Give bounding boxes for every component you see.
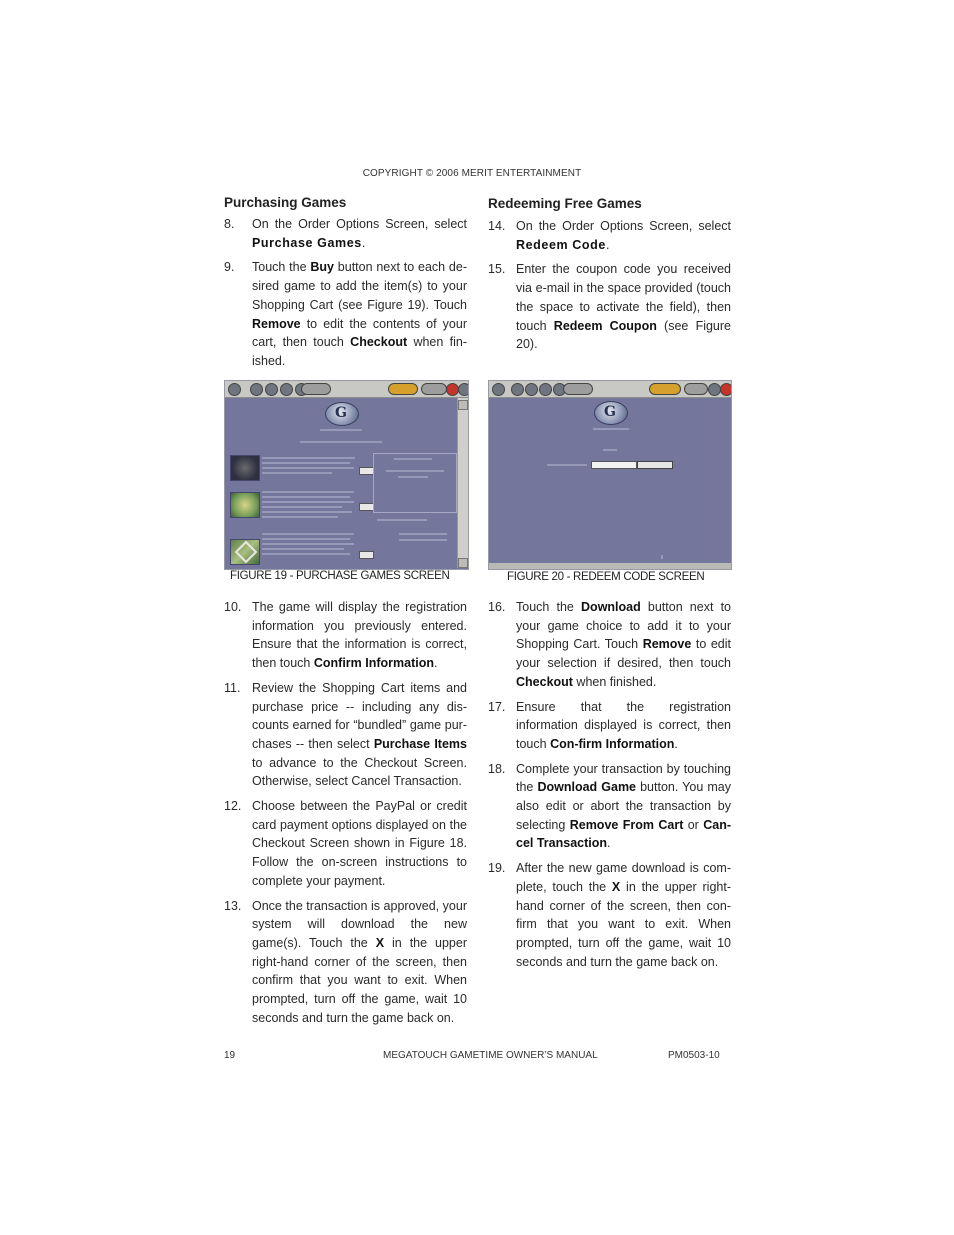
step-text: Enter the coupon code you received via e-mail in the space provided (touch the space to activate the field), then touch [516, 262, 731, 333]
close-icon [720, 383, 732, 396]
step-number: 11. [224, 680, 241, 695]
placeholder-line [593, 428, 629, 430]
step-bold: Checkout [516, 674, 573, 689]
step-bold: Redeem Coupon [553, 318, 657, 333]
game-thumbnail [230, 492, 260, 518]
step-text: After the new game download is com-plete, touch the [516, 861, 731, 894]
scroll-down-button [458, 558, 468, 568]
step-bold: Purchase Items [373, 736, 467, 751]
step-number: 19. [488, 861, 506, 876]
step-text: in the upper right-hand corner of the screen, then con-firm that you want to exit. When prompted, turn off the game, wait 10 seconds and turn the game back on. [516, 879, 731, 969]
figure-19-caption: FIGURE 19 - PURCHASE GAMES SCREEN [230, 570, 450, 582]
step-text: button. You may also edit or abort the transaction by selecting [516, 780, 731, 832]
buy-button [359, 503, 374, 511]
step-number: 14. [488, 219, 506, 233]
placeholder-line [547, 464, 587, 466]
step-18 [488, 760, 731, 854]
toolbar-icon [228, 383, 241, 396]
placeholder-line [398, 476, 428, 478]
step-text: . [607, 836, 611, 851]
purchasing-title: Purchasing Games [224, 195, 347, 210]
credits-pill [388, 383, 418, 395]
step-bold: Download Game [537, 780, 637, 795]
toolbar-icon [492, 383, 505, 396]
toolbar-icon [250, 383, 263, 396]
step-bold: Redeem Code [516, 237, 606, 252]
toolbar-icon [280, 383, 293, 396]
placeholder-line [399, 539, 447, 541]
step-text: . [361, 235, 366, 250]
toolbar-pill [301, 383, 331, 395]
step-number: 13. [224, 898, 242, 913]
document-code: PM0503-10 [668, 1050, 720, 1061]
purchasing-section [224, 195, 467, 377]
figure-20-caption: FIGURE 20 - REDEEM CODE SCREEN [507, 571, 705, 583]
step-text: Ensure that the registration information displayed is correct, then touch [516, 699, 731, 751]
cursor-mark [661, 555, 663, 559]
toolbar-icon [525, 383, 538, 396]
bottom-bar [489, 563, 731, 569]
placeholder-line [262, 467, 354, 469]
placeholder-line [603, 449, 617, 451]
shopping-cart-panel [373, 453, 457, 513]
placeholder-line [262, 462, 350, 464]
placeholder-line [262, 506, 342, 508]
placeholder-line [262, 548, 344, 550]
step-bold: Confirm Information [313, 656, 434, 671]
step-number: 16. [488, 600, 506, 614]
placeholder-line [262, 472, 332, 474]
toolbar-icon [265, 383, 278, 396]
toolbar-pill [421, 383, 447, 395]
step-text: or [683, 817, 704, 832]
game-thumbnail [230, 539, 260, 565]
buy-button [359, 467, 374, 475]
placeholder-line [262, 511, 352, 513]
left-steps-section [224, 598, 467, 1033]
step-bold: Can-cel Transaction [516, 817, 732, 851]
figure-19-screenshot [224, 380, 469, 570]
step-text: Choose between the PayPal or credit card payment options displayed on the Checkout Screen shown in Figure 18. Follow the on-screen instructions to complete your payment. [252, 799, 467, 888]
step-text: Touch the [252, 260, 311, 275]
right-steps [488, 598, 731, 971]
placeholder-line [377, 519, 427, 521]
step-text: to edit your selection if desired, then touch [516, 637, 731, 671]
toolbar-icon [511, 383, 524, 396]
figure-20-toolbar [489, 381, 731, 398]
placeholder-line [262, 553, 350, 555]
left-steps [224, 598, 467, 1027]
step-bold: Remove [642, 637, 692, 652]
step-13 [224, 897, 467, 1028]
step-bold: X [375, 935, 385, 950]
step-text: button next to your game choice to add it to your Shopping Cart. Touch [516, 600, 731, 652]
step-bold: X [611, 879, 621, 894]
placeholder-line [386, 470, 444, 472]
right-steps-section [488, 598, 731, 977]
step-12 [224, 797, 467, 891]
step-text: . [434, 656, 438, 671]
coupon-code-field [591, 461, 637, 469]
step-15 [488, 260, 731, 354]
step-9 [224, 258, 467, 370]
placeholder-line [399, 533, 447, 535]
scroll-up-button [458, 400, 468, 410]
step-8 [224, 215, 467, 252]
step-11 [224, 679, 467, 791]
step-bold: Remove From Cart [569, 817, 684, 832]
toolbar-icon [458, 383, 469, 396]
manual-title: MEGATOUCH GAMETIME OWNER’S MANUAL [383, 1050, 598, 1061]
step-text: Review the Shopping Cart items and purchase price -- including any dis-counts earned for “bundled” game pur-chases -- then select [252, 680, 467, 751]
step-text: On the Order Options Screen, select [252, 217, 467, 231]
step-16 [488, 598, 731, 692]
step-14 [488, 217, 731, 254]
scrollbar [457, 398, 468, 568]
step-text: On the Order Options Screen, select [516, 219, 731, 233]
placeholder-line [262, 457, 355, 459]
placeholder-line [262, 533, 354, 535]
placeholder-line [262, 538, 350, 540]
toolbar-icon [539, 383, 552, 396]
redeeming-section [488, 196, 731, 360]
step-bold: Buy [310, 260, 334, 275]
placeholder-line [300, 441, 382, 443]
redeeming-title: Redeeming Free Games [488, 196, 642, 211]
step-bold: Download [581, 600, 641, 614]
redeeming-steps [488, 217, 731, 354]
step-text: Touch the [516, 600, 582, 614]
step-number: 9. [224, 260, 235, 275]
step-bold: Con-firm Information [550, 736, 675, 751]
copyright-header: COPYRIGHT © 2006 MERIT ENTERTAINMENT [362, 168, 582, 179]
step-bold: Checkout [350, 335, 408, 350]
toolbar-pill [563, 383, 593, 395]
step-number: 8. [224, 217, 235, 231]
step-bold: Remove [252, 316, 301, 331]
step-text: . [605, 237, 610, 252]
toolbar-pill [684, 383, 708, 395]
page-number: 19 [224, 1050, 236, 1061]
step-text: The game will display the registration information you previously entered. Ensure that the information is correct, then touch [252, 600, 467, 671]
step-text: to advance to the Checkout Screen. Otherwise, select Cancel Transaction. [252, 755, 467, 789]
placeholder-line [262, 496, 350, 498]
step-10 [224, 598, 467, 673]
buy-button [359, 551, 374, 559]
step-text: (see Figure 20). [516, 318, 731, 352]
redeem-coupon-button [637, 461, 673, 469]
step-text: when finished. [572, 674, 657, 689]
step-text: Complete your transaction by touching the [516, 761, 731, 795]
gametime-logo: G [325, 402, 359, 426]
step-17 [488, 698, 731, 754]
credits-pill [649, 383, 681, 395]
placeholder-line [394, 458, 432, 460]
game-thumbnail [230, 455, 260, 481]
step-text: in the upper right-hand corner of the screen, then confirm that you want to exit. When prompted, turn off the game, wait 10 seconds and turn the game back on. [252, 935, 467, 1025]
step-text: button next to each de-sired game to add the item(s) to your Shopping Cart (see Figure 19). Touch [252, 260, 468, 312]
step-19 [488, 859, 731, 971]
gametime-logo: G [594, 401, 628, 425]
step-text: . [674, 736, 678, 751]
placeholder-line [262, 516, 338, 518]
step-text: to edit the contents of your cart, then touch [252, 316, 467, 350]
step-number: 12. [224, 799, 242, 814]
step-number: 18. [488, 761, 506, 776]
step-bold: Purchase Games [252, 235, 362, 250]
step-text: Once the transaction is approved, your system will download the new game(s). Touch the [252, 898, 467, 950]
figure-20-screenshot [488, 380, 732, 570]
placeholder-line [262, 543, 354, 545]
step-number: 10. [224, 600, 242, 614]
step-number: 15. [488, 262, 506, 277]
placeholder-line [262, 491, 354, 493]
figure-19-toolbar [225, 381, 468, 398]
step-text: when fin-ished. [252, 335, 467, 368]
placeholder-line [262, 501, 354, 503]
purchasing-steps [224, 215, 467, 371]
step-number: 17. [488, 699, 506, 714]
placeholder-line [320, 429, 362, 431]
